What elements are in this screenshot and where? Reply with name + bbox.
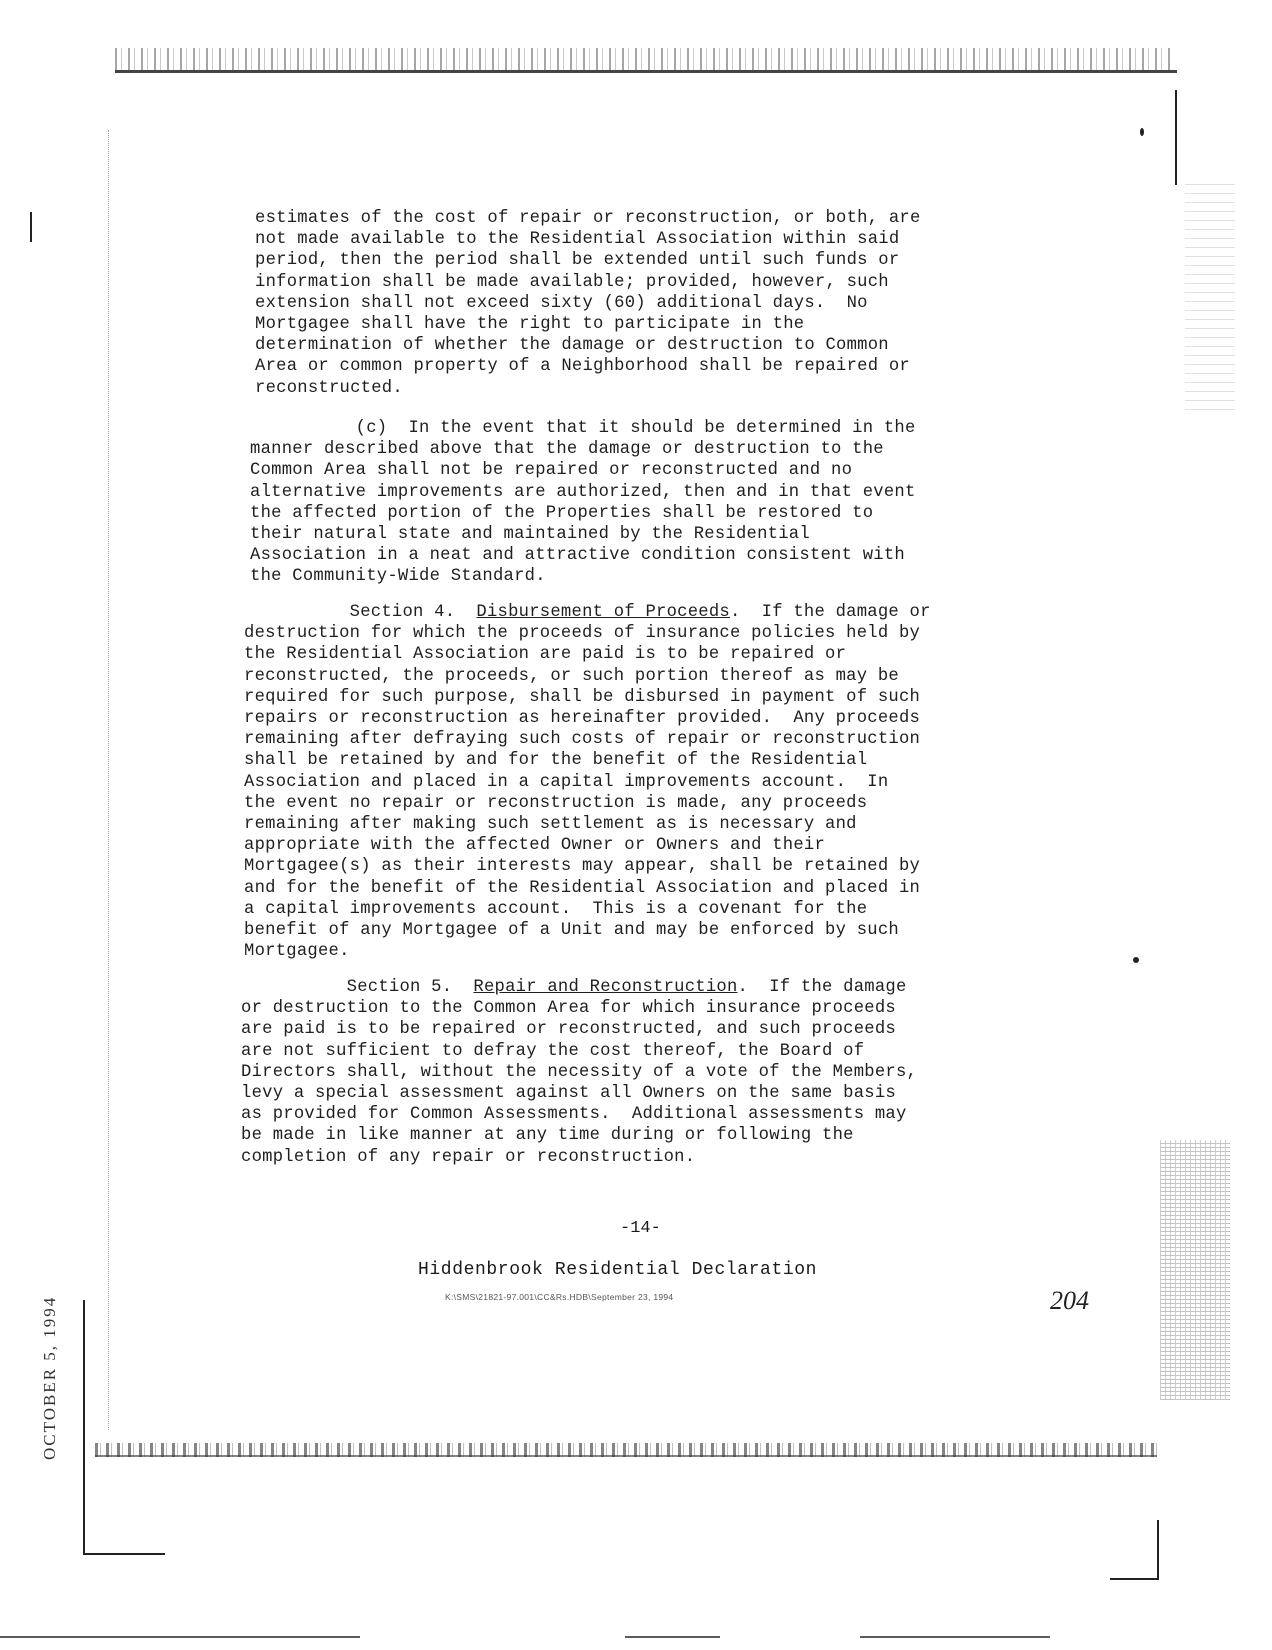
text-line: Association in a neat and attractive condition consistent with [250,546,905,566]
text-line: the Residential Association are paid is to be repaired or [244,645,847,665]
text-line: or destruction to the Common Area for which insurance proceeds [241,999,896,1019]
text-line: are paid is to be repaired or reconstructed, and such proceeds [241,1020,896,1040]
text-line: and for the benefit of the Residential Association and placed in [244,878,921,898]
text-line: alternative improvements are authorized, then and in that event [250,482,916,502]
text-line: Association and placed in a capital improvements account. In [244,772,889,792]
scan-noise-top [115,48,1173,70]
section-4-heading: Disbursement of Proceeds [476,603,730,622]
text-line: estimates of the cost of repair or reconstruction, or both, are [255,209,921,228]
scan-edge-page-bottom-mid [625,1636,720,1638]
text-line: not made available to the Residential Association within said [255,230,900,250]
text-line: destruction for which the proceeds of insurance policies held by [244,624,921,644]
text-line: a capital improvements account. This is a covenant for the [244,899,868,919]
section-4-prefix: Section 4. [244,603,477,622]
crop-mark-right-foot [1110,1578,1159,1580]
text-line: benefit of any Mortgagee of a Unit and may be enforced by such [244,921,899,941]
section-4-suffix: . If the damage or [729,603,931,622]
text-line: Mortgagee shall have the right to participate in the [255,315,805,335]
crop-mark-right-bottom [1157,1520,1159,1580]
scan-edge-top [115,70,1177,73]
text-line: Directors shall, without the necessity of a vote of the Members, [241,1062,918,1082]
section-5-prefix: Section 5. [241,978,474,997]
text-line: period, then the period shall be extended until such funds or [255,251,900,271]
text-line: Area or common property of a Neighborhood shall be repaired or [255,357,910,377]
crop-mark-left-foot [83,1553,165,1555]
text-line: levy a special assessment against all Owners on the same basis [241,1084,896,1104]
text-line: Mortgagee(s) as their interests may appear, shall be retained by [244,857,921,877]
scan-noise-right-upper [1185,180,1235,410]
scan-edge-bottom [95,1455,1157,1457]
paragraph-c [250,418,916,588]
text-line: manner described above that the damage or destruction to the [250,440,884,460]
footer-title: Hiddenbrook Residential Declaration [418,1260,818,1280]
text-line: the Community-Wide Standard. [250,567,546,587]
text-line: determination of whether the damage or destruction to Common [255,336,889,356]
paragraph-continuation [255,208,921,399]
scan-noise-right [1160,1140,1230,1400]
section-5-suffix: . If the damage [737,978,907,997]
text-line: (c) In the event that it should be determined in the [250,419,916,438]
text-line: appropriate with the affected Owner or Owners and their [244,836,826,856]
footer-file-path: K:\SMS\21821-97.001\CC&Rs.HDB\September 23, 1994 [445,1292,674,1302]
text-line: are not sufficient to defray the cost thereof, the Board of [241,1041,865,1061]
text-line: shall be retained by and for the benefit of the Residential [244,751,868,771]
date-stamp: OCTOBER 5, 1994 [40,1295,59,1460]
text-line: Common Area shall not be repaired or reconstructed and no [250,461,853,481]
text-line: extension shall not exceed sixty (60) additional days. No [255,293,868,313]
bates-number: 204 [1050,1286,1089,1315]
scan-edge-page-bottom-left [0,1636,360,1638]
crop-mark-left [83,1300,85,1555]
text-line: be made in like manner at any time during or following the [241,1126,854,1146]
text-line: the affected portion of the Properties shall be restored to [250,503,874,523]
crop-mark-right-top [1175,90,1177,185]
section-5 [241,977,917,1168]
section-5-heading: Repair and Reconstruction [473,978,738,997]
text-line: completion of any repair or reconstruction. [241,1147,696,1167]
text-line: reconstructed, the proceeds, or such portion thereof as may be [244,666,899,686]
text-line: information shall be made available; provided, however, such [255,272,889,292]
scan-speck [1133,957,1139,963]
text-line: the event no repair or reconstruction is made, any proceeds [244,793,868,813]
text-line: repairs or reconstruction as hereinafter provided. Any proceeds [244,709,921,729]
text-line: Mortgagee. [244,942,350,962]
text-line: remaining after making such settlement as is necessary and [244,815,857,835]
text-line: required for such purpose, shall be disbursed in payment of such [244,687,921,707]
scan-edge-page-bottom-right [860,1636,1050,1638]
text-line: remaining after defraying such costs of repair or reconstruction [244,730,921,750]
scan-speck [1140,128,1144,136]
scan-dotted-margin [108,130,109,1430]
text-line: their natural state and maintained by the Residential [250,525,810,545]
scan-speck [30,212,32,242]
section-4 [244,602,931,962]
text-line: as provided for Common Assessments. Additional assessments may [241,1105,907,1125]
text-line: reconstructed. [255,378,403,398]
page-number: -14- [620,1219,661,1238]
